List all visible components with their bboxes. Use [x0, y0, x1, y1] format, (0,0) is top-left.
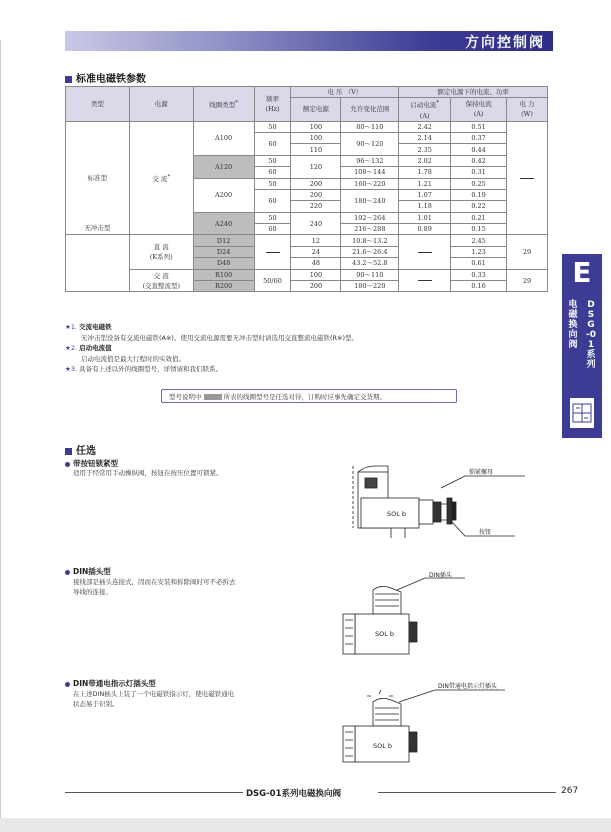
footer-rule-left — [65, 792, 243, 793]
dash-mark — [266, 252, 280, 253]
option-1-desc: 适用于经常用手动操纵阀，按钮在按压位置可锁紧。 — [73, 469, 223, 477]
table-row — [66, 269, 548, 280]
hold-cell: 2.45 — [451, 235, 507, 246]
freq-cell: 50 — [254, 121, 291, 132]
range-cell: 43.2～52.8 — [341, 258, 399, 269]
header-allow-range: 允许变化范围 — [341, 98, 399, 121]
rated-v-cell: 200 — [291, 189, 341, 200]
freq-cell: 50 — [254, 212, 291, 223]
din-indicator-label: DIN带通电指示灯插头 — [438, 683, 497, 690]
option-2-title: DIN插头型 — [65, 566, 111, 577]
rated-v-cell: 100 — [291, 132, 341, 143]
src-acdc-cell: 交 流 (交直整流型) — [129, 269, 193, 292]
table-row — [66, 121, 548, 132]
range-cell: 90～110 — [341, 269, 399, 280]
rated-v-cell: 48 — [291, 258, 341, 269]
option-2-desc: 接线部是插头连接式，因而在安装和拆除阀时可不必拆去 导线的连接。 — [73, 578, 236, 596]
range-cell: 80～110 — [341, 121, 399, 132]
range-cell: 21.6～26.4 — [341, 246, 399, 257]
rated-v-cell: 200 — [291, 281, 341, 292]
hold-cell: 0.21 — [451, 212, 507, 223]
rated-v-cell: 220 — [291, 201, 341, 212]
header-voltage: 电 压 （V） — [291, 87, 399, 98]
dash-mark — [520, 178, 534, 179]
start-cell: 0.89 — [399, 224, 451, 235]
start-cell: 2.42 — [399, 121, 451, 132]
dot-bullet-icon — [65, 462, 70, 467]
header-start-current: 启动电流* (A) — [399, 98, 451, 121]
din-indicator-plug-diagram — [325, 680, 535, 772]
header-current-group: 额定电源下的电流、功率 — [399, 87, 548, 98]
freq-cell: 60 — [254, 132, 291, 155]
hold-cell: 0.25 — [451, 178, 507, 189]
box-note-pre: 型号说明中 — [169, 393, 202, 401]
hold-cell: 0.22 — [451, 201, 507, 212]
option-1-title: 带按钮锁紧型 — [65, 458, 118, 469]
rated-v-cell: 110 — [291, 144, 341, 155]
coil-cell: D48 — [193, 258, 254, 269]
coil-cell: A200 — [193, 178, 254, 212]
section-heading-options — [65, 442, 96, 457]
footer-title: DSG-01系列电磁换向阀 — [246, 789, 342, 799]
note-1-title: ★1. 交流电磁铁 — [65, 323, 112, 331]
option-3-title: DIN带通电指示灯插头型 — [65, 678, 156, 689]
freq-cell: 50 — [254, 178, 291, 189]
header-type: 类型 — [66, 87, 130, 122]
range-cell: 180～220 — [341, 281, 399, 292]
start-dc-cell — [399, 235, 451, 269]
coil-cell: R100 — [193, 269, 254, 280]
notes — [65, 322, 545, 375]
freq-cell: 60 — [254, 189, 291, 212]
freq-cell: 50/60 — [254, 269, 291, 292]
gray-swatch-icon — [204, 394, 222, 400]
din-plug-label: DIN插头 — [429, 572, 452, 579]
header-bar — [65, 31, 553, 51]
header-rated-voltage: 额定电源 — [291, 98, 341, 121]
start-cell: 2.14 — [399, 132, 451, 143]
page-title: 方向控制阀 — [465, 35, 545, 51]
start-acdc-cell — [399, 269, 451, 292]
rated-v-cell: 12 — [291, 235, 341, 246]
range-cell: 192～264 — [341, 212, 399, 223]
hold-cell: 0.37 — [451, 132, 507, 143]
note-1-text: 无冲击型没备有交流电磁铁(A※)。使用交流电源需要无冲击型时请选用交直整流电磁铁(R※)型。 — [81, 333, 358, 342]
section-title: 标准电磁铁参数 — [76, 74, 146, 85]
power-dc-cell: 29 — [507, 235, 548, 269]
freq-cell: 60 — [254, 224, 291, 235]
hold-cell: 0.44 — [451, 144, 507, 155]
solb-label: SOL b — [375, 630, 395, 638]
type-shockless-cell — [66, 224, 130, 292]
hold-cell: 0.31 — [451, 167, 507, 178]
note-2-title: ★2. 启动电流值 — [65, 344, 112, 352]
bottom-margin — [0, 818, 611, 832]
section-heading-params — [65, 70, 146, 85]
left-rule — [0, 40, 1, 830]
dash-mark — [418, 252, 432, 253]
table-row — [66, 235, 548, 246]
push-button-lock-diagram — [325, 458, 530, 546]
top-margin — [0, 0, 611, 24]
din-plug-diagram — [325, 570, 525, 662]
dash-mark — [418, 280, 432, 281]
hold-cell: 0.61 — [451, 258, 507, 269]
hold-cell: 0.16 — [451, 281, 507, 292]
range-cell: 180～240 — [341, 189, 399, 212]
start-cell: 1.18 — [399, 201, 451, 212]
freq-cell: 50 — [254, 155, 291, 166]
range-cell: 90～120 — [341, 132, 399, 155]
coil-option-note — [161, 389, 457, 403]
hold-cell: 0.42 — [451, 155, 507, 166]
rated-v-cell: 240 — [291, 212, 341, 235]
side-tab-code: DSG-01系列 — [586, 300, 596, 370]
button-label: 按钮 — [479, 529, 492, 536]
side-tab — [562, 254, 602, 438]
dot-bullet-icon — [65, 570, 70, 575]
header-hold-current: 保持电流 (A) — [451, 98, 507, 121]
src-dc-cell: 直 流 (K系列) — [129, 235, 193, 269]
lock-nut-label: 锁紧螺母 — [469, 469, 494, 476]
type-std-cell — [66, 121, 130, 235]
page-number: 267 — [561, 786, 579, 796]
src-ac-cell: 交 流* — [129, 121, 193, 235]
dot-bullet-icon — [65, 682, 70, 687]
coil-cell: A100 — [193, 121, 254, 155]
rated-v-cell: 200 — [291, 178, 341, 189]
section-title: 任选 — [76, 446, 96, 457]
start-cell: 1.07 — [399, 189, 451, 200]
freq-cell: 60 — [254, 167, 291, 178]
type-std-label: 标准型 — [87, 174, 108, 182]
header-coil: 线圈类型* — [193, 87, 254, 122]
header-freq: 频率 (Hz) — [254, 87, 291, 122]
start-cell: 2.35 — [399, 144, 451, 155]
coil-cell: D12 — [193, 235, 254, 246]
coil-cell: A120 — [193, 155, 254, 178]
range-cell: 108～144 — [341, 167, 399, 178]
square-bullet-icon — [65, 76, 72, 83]
freq-dc-cell — [254, 235, 291, 269]
solb-label: SOL b — [387, 510, 407, 518]
power-ac-cell — [507, 121, 548, 235]
rated-v-cell: 100 — [291, 121, 341, 132]
type-shockless-label: 无冲击型 — [84, 224, 111, 233]
box-note-post: 所表的线圈型号是任选对待，订购时应事先确定交货期。 — [223, 393, 386, 401]
params-table — [65, 86, 548, 292]
range-cell: 10.8～13.2 — [341, 235, 399, 246]
footer-rule-right — [378, 792, 556, 793]
square-bullet-icon — [65, 448, 72, 455]
hold-cell: 0.51 — [451, 121, 507, 132]
power-acdc-cell: 29 — [507, 269, 548, 292]
coil-cell: R200 — [193, 281, 254, 292]
header-power: 电源 — [129, 87, 193, 122]
coil-cell: D24 — [193, 246, 254, 257]
rated-v-cell: 120 — [291, 155, 341, 178]
range-cell: 96～132 — [341, 155, 399, 166]
start-cell: 2.02 — [399, 155, 451, 166]
valve-symbol-icon — [570, 398, 594, 428]
range-cell: 160～220 — [341, 178, 399, 189]
header-power-w: 电 力 (W) — [507, 98, 548, 121]
note-2-text: 启动电流值是最大行程时的实效值。 — [81, 354, 185, 363]
solb-label: SOL b — [373, 742, 393, 750]
rated-v-cell: 24 — [291, 246, 341, 257]
hold-cell: 0.15 — [451, 224, 507, 235]
start-cell: 1.78 — [399, 167, 451, 178]
side-tab-title: 电磁换向阀 — [568, 300, 578, 350]
hold-cell: 0.33 — [451, 269, 507, 280]
note-3: ★3. 具备有上述以外的线圈型号，详情请和我们联系。 — [65, 365, 223, 373]
side-tab-letter: E — [572, 256, 592, 289]
hold-cell: 0.19 — [451, 189, 507, 200]
option-3-desc: 在上述DIN插头上装了一个电磁铁指示灯，使电磁铁通电 状态易于识别。 — [73, 690, 235, 708]
coil-cell: A240 — [193, 212, 254, 235]
hold-cell: 1.23 — [451, 246, 507, 257]
range-cell: 216～288 — [341, 224, 399, 235]
start-cell: 1.21 — [399, 178, 451, 189]
start-cell: 1.01 — [399, 212, 451, 223]
rated-v-cell: 100 — [291, 269, 341, 280]
